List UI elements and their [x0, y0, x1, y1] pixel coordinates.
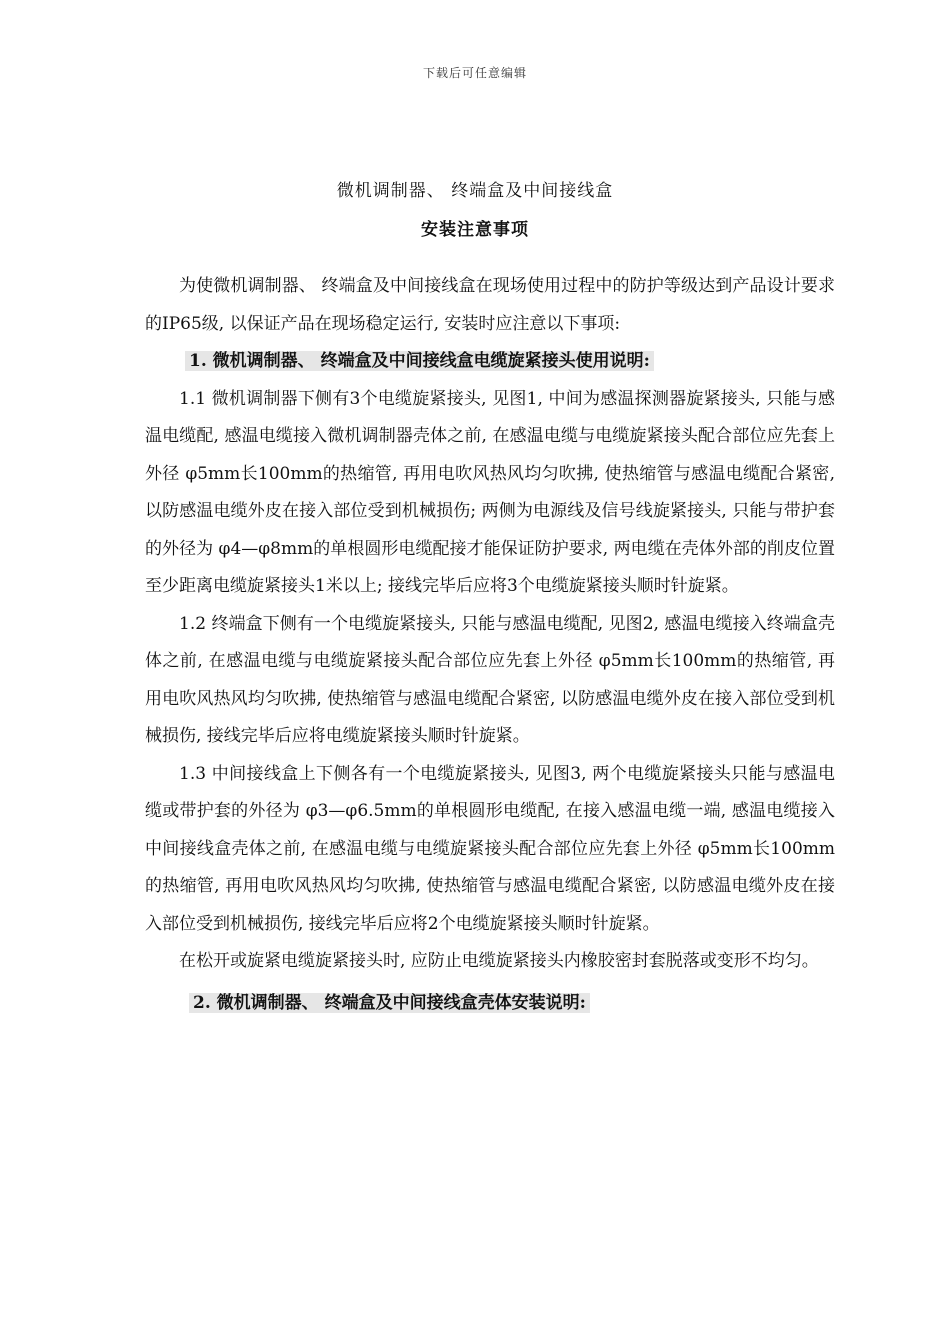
intro-paragraph: 为使微机调制器、 终端盒及中间接线盒在现场使用过程中的防护等级达到产品设计要求的IP65级, 以保证产品在现场稳定运行, 安装时应注意以下事项: [145, 276, 835, 334]
paragraph-1-3: 1.3 中间接线盒上下侧各有一个电缆旋紧接头, 见图3, 两个电缆旋紧接头只能与感温电缆或带护套的外径为 φ3—φ6.5mm的单根圆形电缆配, 在接入感温电缆一端, 感温电缆接入中间接线盒壳体之前, 在感温电缆与电缆旋紧接头配合部位应先套上外径 φ5mm长100mm的热缩管, 再用电吹风热风均匀吹拂, 使热缩管与感温电缆配合紧密, 以防感温电缆外皮在接入部位受到机械损伤, 接线完毕后应将2个电缆旋紧接头顺时针旋紧。 [145, 763, 835, 934]
section-1-heading [145, 343, 835, 381]
section-1-heading-text: 1. 微机调制器、 终端盒及中间接线盒电缆旋紧接头使用说明: [185, 351, 654, 371]
paragraph-1-2: 1.2 终端盒下侧有一个电缆旋紧接头, 只能与感温电缆配, 见图2, 感温电缆接入终端盒壳体之前, 在感温电缆与电缆旋紧接头配合部位应先套上外径 φ5mm长100mm的热缩管, 再用电吹风热风均匀吹拂, 使热缩管与感温电缆配合紧密, 以防感温电缆外皮在接入部位受到机械损伤, 接线完毕后应将电缆旋紧接头顺时针旋紧。 [145, 613, 835, 746]
section-2-heading-text: 2. 微机调制器、 终端盒及中间接线盒壳体安装说明: [189, 993, 590, 1013]
document-title: 微机调制器、 终端盒及中间接线盒 [336, 181, 614, 201]
paragraph-1-4: 在松开或旋紧电缆旋紧接头时, 应防止电缆旋紧接头内橡胶密封套脱落或变形不均匀。 [179, 951, 819, 971]
document-subtitle: 安装注意事项 [421, 220, 529, 240]
document-body [145, 268, 835, 1022]
section-2-heading [145, 985, 835, 1023]
header-watermark: 下载后可任意编辑 [422, 66, 527, 80]
paragraph-1-1: 1.1 微机调制器下侧有3个电缆旋紧接头, 见图1, 中间为感温探测器旋紧接头, 只能与感温电缆配, 感温电缆接入微机调制器壳体之前, 在感温电缆与电缆旋紧接头配合部位应先套上外径 φ5mm长100mm的热缩管, 再用电吹风热风均匀吹拂, 使热缩管与感温电缆配合紧密, 以防感温电缆外皮在接入部位受到机械损伤; 两侧为电源线及信号线旋紧接头, 只能与带护套的外径为 φ4—φ8mm的单根圆形电缆配接才能保证防护要求, 两电缆在壳体外部的削皮位置至少距离电缆旋紧接头1米以上; 接线完毕后应将3个电缆旋紧接头顺时针旋紧。 [145, 388, 835, 596]
